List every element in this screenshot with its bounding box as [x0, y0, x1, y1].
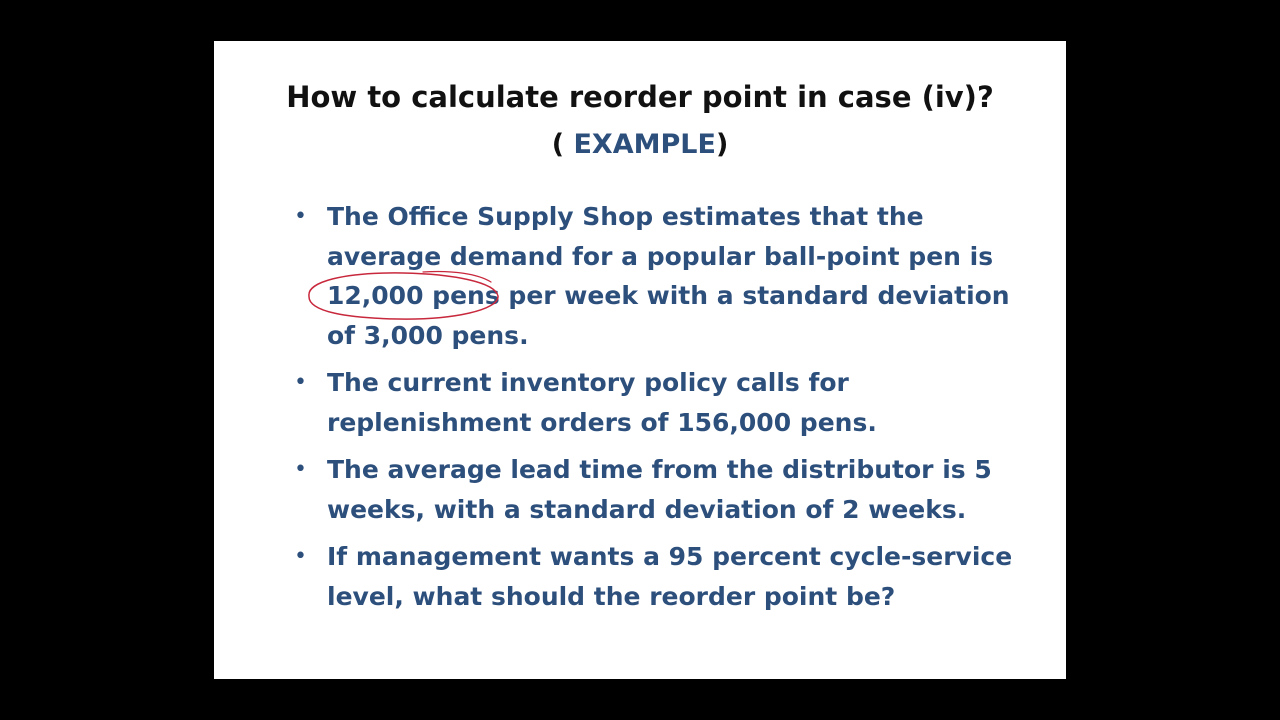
bullet-line: The current inventory policy calls for: [327, 368, 849, 397]
bullet-line: average demand for a popular ball-point pen is: [327, 241, 994, 271]
circled-demand-value: [327, 276, 500, 316]
slide-title: How to calculate reorder point in case (iv)?: [286, 80, 994, 114]
subtitle-open-paren: (: [551, 129, 574, 160]
bullet-line: of 3,000 pens.: [327, 320, 529, 350]
subtitle-example: EXAMPLE: [573, 129, 716, 160]
bullet-list: [294, 197, 1013, 624]
bullet-line-rest: per week with a standard deviation: [499, 281, 1010, 310]
bullet-item-demand: [294, 197, 1010, 355]
slide: [214, 41, 1066, 679]
bullet-marker: •: [294, 204, 307, 229]
bullet-marker: •: [294, 457, 307, 482]
bullet-item-service-level: [294, 537, 1013, 616]
bullet-marker: •: [294, 544, 307, 569]
bullet-line: The average lead time from the distributor is 5: [327, 455, 992, 484]
bullet-line: The Office Supply Shop estimates that the: [327, 202, 924, 231]
bullet-item-lead-time: [294, 450, 994, 529]
circled-text: 12,000 pens: [327, 281, 500, 310]
bullet-marker: •: [294, 370, 307, 395]
bullet-line: level, what should the reorder point be?: [327, 581, 896, 611]
bullet-line: weeks, with a standard deviation of 2 weeks.: [327, 494, 967, 524]
bullet-item-inventory-policy: [294, 363, 994, 442]
bullet-line: If management wants a 95 percent cycle-service: [327, 542, 1013, 571]
subtitle-close-paren: ): [715, 129, 729, 160]
bullet-line: [327, 276, 1010, 316]
slide-subtitle: [214, 125, 1066, 165]
bullet-line: replenishment orders of 156,000 pens.: [327, 407, 877, 437]
